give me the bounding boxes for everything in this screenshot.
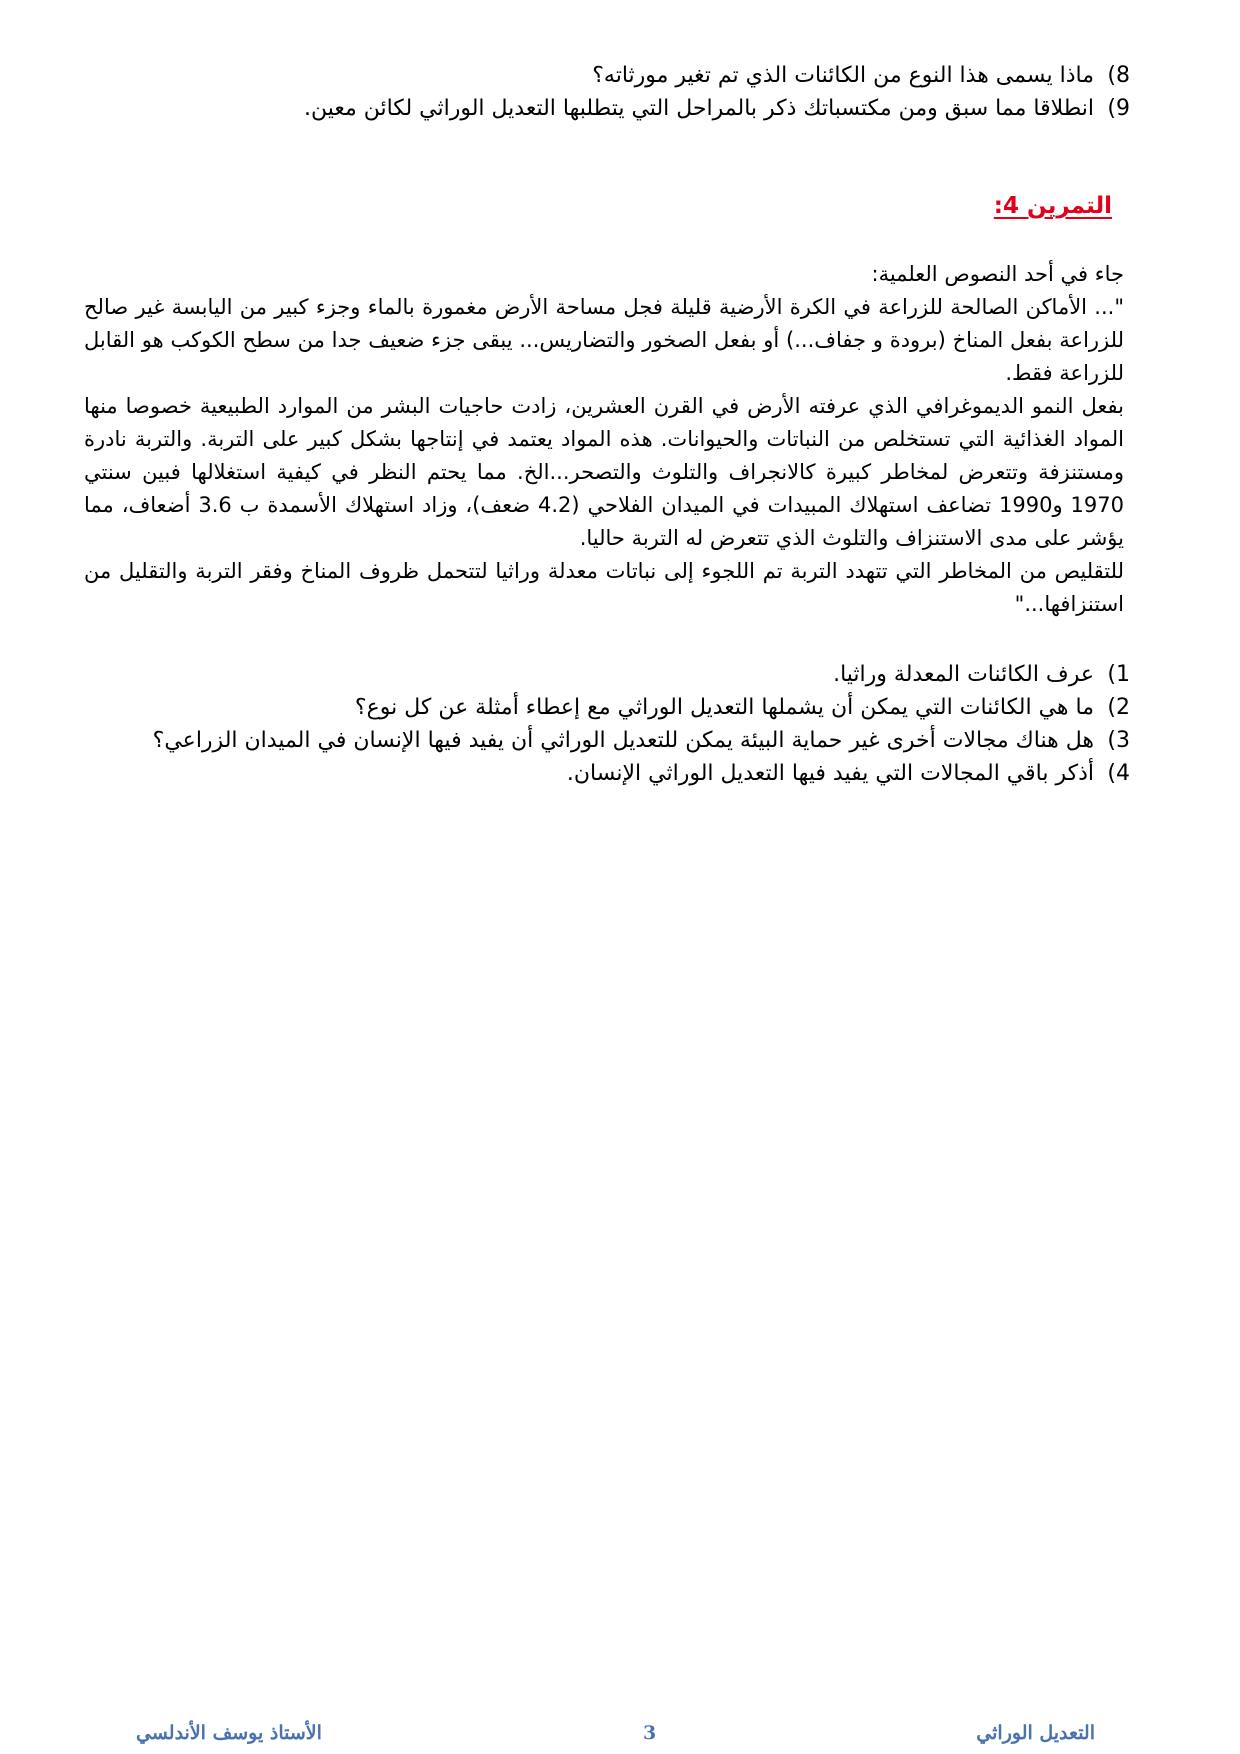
list-item	[110, 691, 1130, 724]
question-number: 4)	[1107, 761, 1130, 786]
page-number: 3	[643, 1722, 657, 1744]
list-item	[110, 724, 1130, 757]
question-number: 2)	[1107, 695, 1130, 720]
question-text: عرف الكائنات المعدلة وراثيا.	[833, 662, 1094, 687]
question-text: انطلاقا مما سبق ومن مكتسباتك ذكر بالمراحل التي يتطلبها التعديل الوراثي لكائن معين.	[303, 96, 1094, 121]
question-text: هل هناك مجالات أخرى غير حماية البيئة يمكن للتعديل الوراثي أن يفيد فيها الإنسان في الميدان الزراعي؟	[152, 728, 1094, 753]
question-text: أذكر باقي المجالات التي يفيد فيها التعديل الوراثي الإنسان.	[566, 761, 1094, 786]
list-item	[110, 658, 1130, 691]
question-list-top	[110, 59, 1130, 125]
passage-paragraph: "... الأماكن الصالحة للزراعة في الكرة الأرضية قليلة فجل مساحة الأرض مغمورة بالماء وجزء كبير من اليابسة غير صالح للزراعة بفعل المناخ (برودة و جفاف...) أو بفعل الصخور والتضاريس... يبقى جزء ضعيف جدا من سطح الكوكب هو القابل للزراعة فقط.	[84, 295, 1124, 385]
passage-paragraph: للتقليص من المخاطر التي تتهدد التربة تم اللجوء إلى نباتات معدلة وراثيا لتتحمل ظروف المناخ وفقر التربة والتقليل من استنزافها..."	[84, 559, 1124, 616]
list-item	[110, 59, 1130, 92]
question-number: 1)	[1107, 662, 1130, 687]
page-footer	[0, 1722, 1240, 1752]
footer-author: الأستاذ يوسف الأندلسي	[136, 1722, 322, 1744]
passage-intro: جاء في أحد النصوص العلمية:	[871, 262, 1124, 286]
footer-subject: التعديل الوراثي	[976, 1722, 1095, 1744]
passage-paragraph: بفعل النمو الديموغرافي الذي عرفته الأرض في القرن العشرين، زادت حاجيات البشر من الموارد الطبيعية خصوصا منها المواد الغذائية التي تستخلص من النباتات والحيوانات. هذه المواد يعتمد في إنتاجها بشكل كبير على التربة. والتربة نادرة ومستنزفة وتتعرض لمخاطر كبيرة كالانجراف والتلوث والتصحر...الخ. مما يحتم النظر في كيفية استغلالها فبين سنتي 1970 و1990 تضاعف استهلاك المبيدات في الميدان الفلاحي (4.2 ضعف)، وزاد استهلاك الأسمدة ب 3.6 أضعاف، مما يؤشر على مدى الاستنزاف والتلوث الذي تتعرض له التربة حاليا.	[84, 394, 1124, 550]
question-number: 9)	[1107, 96, 1130, 121]
list-item	[110, 92, 1130, 125]
list-item	[110, 757, 1130, 790]
question-number: 3)	[1107, 728, 1130, 753]
question-text: ماذا يسمى هذا النوع من الكائنات الذي تم تغير مورثاته؟	[592, 63, 1094, 88]
question-list-bottom	[110, 658, 1130, 790]
scientific-passage	[84, 258, 1124, 621]
exercise-title: التمرين 4:	[993, 193, 1112, 219]
question-number: 8)	[1107, 63, 1130, 88]
question-text: ما هي الكائنات التي يمكن أن يشملها التعديل الوراثي مع إعطاء أمثلة عن كل نوع؟	[354, 695, 1094, 720]
